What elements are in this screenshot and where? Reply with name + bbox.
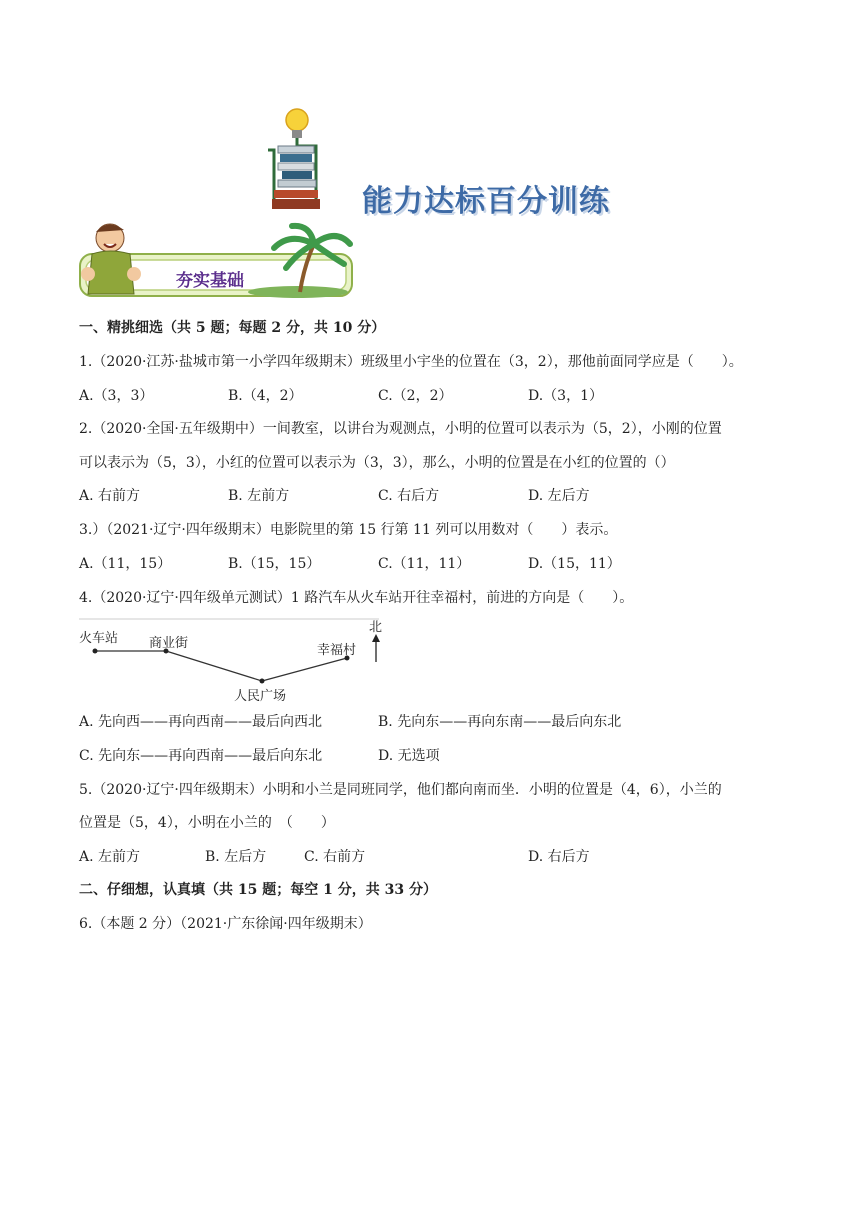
q5-option-a: A. 左前方 [79,849,141,865]
question-3: 3.）（2021·辽宁·四年级期末）电影院里的第 15 行第 11 列可以用数对（ ）表示。 [79,522,618,538]
q1-option-a: A.（3，3） [79,388,154,404]
q1-option-c: C.（2，2） [378,388,453,404]
q2-option-b: B. 左前方 [228,488,290,504]
question-6: 6.（本题 2 分）（2021·广东徐闻·四年级期末） [79,916,372,932]
q2-option-d: D. 左后方 [528,488,590,504]
q4-option-d: D. 无选项 [378,748,440,764]
question-1: 1.（2020·江苏·盐城市第一小学四年级期末）班级里小宇坐的位置在（3，2），那他前面同学应是（ ）。 [79,354,743,370]
q3-option-d: D.（15，11） [528,556,621,572]
map-label-street: 商业街 [149,636,189,651]
question-5-line1: 5.（2020·辽宁·四年级期末）小明和小兰是同班同学，他们都向南而坐．小明的位置是（4，6），小兰的 [79,782,722,798]
question-4: 4.（2020·辽宁·四年级单元测试）1 路汽车从火车站开往幸福村，前进的方向是（ ）。 [79,590,634,606]
q3-option-b: B.（15，15） [228,556,321,572]
q1-option-b: B.（4，2） [228,388,303,404]
map-label-square: 人民广场 [234,689,287,704]
route-map [79,618,381,702]
q5-option-d: D. 右后方 [528,849,590,865]
q4-option-c: C. 先向东——再向西南——最后向东北 [79,748,323,764]
q4-option-a: A. 先向西——再向西南——最后向西北 [79,714,323,730]
q3-option-c: C.（11，11） [378,556,471,572]
banner-label: 夯实基础 [176,271,244,291]
question-2-line1: 2.（2020·全国·五年级期中）一间教室，以讲台为观测点，小明的位置可以表示为（5，2），小刚的位置 [79,421,722,437]
q4-option-b: B. 先向东——再向东南——最后向东北 [378,714,622,730]
q5-option-c: C. 右前方 [304,849,366,865]
section-heading-2: 二、仔细想，认真填（共 15 题；每空 1 分，共 33 分） [79,882,437,898]
page-title: 能力达标百分训练 [362,184,610,219]
q5-option-b: B. 左后方 [205,849,267,865]
map-label-village: 幸福村 [317,643,357,658]
q1-option-d: D.（3，1） [528,388,603,404]
section-heading: 一、精挑细选（共 5 题；每题 2 分，共 10 分） [79,320,386,336]
question-2-line2: 可以表示为（5，3），小红的位置可以表示为（3，3），那么，小明的位置是在小红的位置的（） [79,455,675,471]
q2-option-a: A. 右前方 [79,488,141,504]
question-5-line2: 位置是（5，4），小明在小兰的 （ ） [79,815,335,831]
books-lightbulb-icon [264,106,326,214]
map-label-north: 北 [369,620,383,635]
q2-option-c: C. 右后方 [378,488,440,504]
map-label-station: 火车站 [79,631,119,646]
q3-option-a: A.（11，15） [79,556,172,572]
